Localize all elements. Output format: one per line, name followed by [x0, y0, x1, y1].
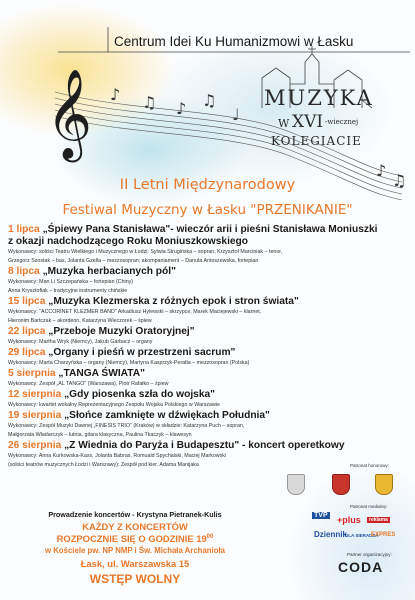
- event-performers: Wykonawcy: "ACCORINET KLEZMER BAND" Arkadiusz Hylewski – skrzypce, Marek Maciejewski – klarnet,: [8, 309, 262, 315]
- honorary-patronage-label: Patronat honorowy:: [350, 463, 390, 468]
- venue-address: Łask, ul. Warszawska 15: [80, 558, 190, 569]
- festival-edition: II Letni Międzynarodowy: [119, 177, 296, 193]
- event-date: 19 sierpnia: [8, 410, 62, 421]
- event-performers: Wykonawcy: kwartet wokalny Reprezentacyjnego Zespołu Wojska Polskiego w Warszawie: [8, 402, 220, 408]
- event-performers: Wykonawcy: Man Li Szczepańska – fortepian (Chiny): [8, 279, 134, 285]
- event-performers: Wykonawcy: Zespół „AL TANGO" (Warszawa), Piotr Rafałko – śpiew: [8, 381, 169, 387]
- music-note-icon: ♫: [392, 171, 407, 190]
- event-item: [8, 326, 408, 347]
- concert-note-line2: [35, 533, 235, 544]
- reklama-logo: reklama: [369, 517, 388, 523]
- event-date: 26 sierpnia: [8, 440, 62, 451]
- music-note-icon: ♪: [176, 99, 187, 118]
- event-performers: Wykonawcy: Marta Charzyńska – organy (Niemcy), Martyna Kasprzyk-Peralta – mezzosopran (Polska): [8, 360, 250, 366]
- festival-name: Festiwal Muzyczny w Łasku "PRZENIKANIE": [62, 202, 353, 218]
- event-item: [8, 224, 408, 266]
- organizational-partner-label: Partner organizacyjny:: [347, 552, 392, 557]
- event-list: [8, 224, 408, 470]
- event-performers: Hieronim Bartczak – akordeon, Katarzyna Wieczorek – śpiew: [8, 318, 152, 324]
- plus-logo: +plus: [337, 515, 361, 525]
- music-note-icon: ♫: [202, 91, 217, 110]
- event-title: „Z Wiednia do Paryża i Budapesztu" - koncert operetkowy: [64, 440, 345, 451]
- crest-icon: [287, 474, 305, 495]
- event-date: 15 lipca: [8, 296, 46, 307]
- event-title: „TANGA ŚWIATA": [58, 368, 145, 379]
- crest-icon: [332, 474, 350, 495]
- logo-century: -wiecznej: [325, 118, 359, 126]
- event-item: [8, 368, 408, 389]
- event-title-continued: z okazji nadchodzącego Roku Moniuszkowskiego: [8, 236, 249, 247]
- music-note-icon: ♩: [232, 105, 240, 124]
- event-performers: Grzegorz Szostak – bas, Jolanta Gzella – mezzosopran; akompaniament – Danuta Antoszewska, fortepian: [8, 258, 259, 264]
- crest-icon: [375, 474, 393, 495]
- event-item: [8, 266, 408, 296]
- expres-logo: EXPRES: [371, 532, 396, 538]
- event-date: 12 sierpnia: [8, 389, 62, 400]
- music-note-icon: ♪: [110, 85, 121, 104]
- event-item: [8, 410, 408, 440]
- event-performers: Anna Krysztofiak – tradycyjne instrumenty chińskie: [8, 288, 128, 294]
- event-title: „Muzyka Klezmerska z różnych epok i stron świata": [48, 296, 299, 307]
- dziennik-logo: Dziennik: [314, 530, 347, 539]
- event-title: „Organy i pieśń w przestrzeni sacrum": [48, 347, 236, 358]
- event-performers: (soliści teatrów muzycznych Łodzi i Warszawy); Zespół pod kier. Adama Manijaka: [8, 462, 199, 468]
- concert-note-line1: KAŻDY Z KONCERTÓW: [82, 521, 188, 532]
- start-time-minutes: 00: [206, 533, 214, 540]
- event-date: 5 sierpnia: [8, 368, 56, 379]
- coda-logo: CODA: [338, 559, 384, 575]
- dla-sieradza-logo: DLA SIERADZA: [345, 533, 379, 538]
- event-performers: Wykonawcy: soliści Teatru Wielkiego i Muzycznego w Łodzi: Sylwia Strugińska – sopran, Krzysztof Marciniak – tenor,: [8, 249, 283, 255]
- start-time-text: ROZPOCZNIE SIĘ O GODZINIE 19: [56, 533, 207, 544]
- event-date: 8 lipca: [8, 266, 40, 277]
- music-note-icon: ♫: [142, 93, 157, 112]
- event-performers: Wykonawcy: Martha Wryk (Niemcy), Jakub Garbacz – organy: [8, 339, 153, 345]
- organizer-title: Centrum Idei Ku Humanizmowi w Łasku: [114, 34, 354, 49]
- logo-xvi: XVI: [292, 112, 324, 132]
- host-line: Prowadzenie koncertów - Krystyna Pietranek-Kulis: [48, 510, 222, 519]
- logo-muzyka: MUZYKA: [264, 86, 374, 110]
- logo-w: W: [278, 117, 290, 130]
- event-performers: Wykonawcy: Zespół Muzyki Dawnej „FINESIS TRIO" (Kraków) w składzie: Katarzyna Puch – sopran,: [8, 423, 245, 429]
- event-title: „Muzyka herbacianych pól": [42, 266, 176, 277]
- treble-clef-icon: 𝄞: [46, 69, 93, 159]
- event-performers: Wykonawcy: Anna Kurkowska-Kass, Jolanta Babras, Romuald Spychalski, Maciej Markowski: [8, 453, 227, 459]
- event-date: 22 lipca: [8, 326, 46, 337]
- media-patronage-label: Patronat medialny:: [350, 504, 388, 509]
- event-title: „Przeboje Muzyki Oratoryjnej": [48, 326, 195, 337]
- event-item: [8, 440, 408, 470]
- tvp-logo: TVP: [314, 512, 328, 519]
- free-entry: WSTĘP WOLNY: [89, 572, 181, 586]
- event-item: [8, 296, 408, 326]
- event-date: 1 lipca: [8, 224, 40, 235]
- venue-church: w Kościele pw. NP NMP i Św. Michała Archanioła: [45, 546, 225, 555]
- music-note-icon: ♪: [376, 161, 387, 180]
- event-title: „Słońce zamknięte w dźwiękach Południa": [64, 410, 270, 421]
- logo-kolegiacie: KOLEGIACIE: [271, 134, 362, 148]
- event-title: „Gdy piosenka szła do wojska": [64, 389, 215, 400]
- event-item: [8, 389, 408, 410]
- event-performers: Małgorzata Władarczyk – lutnia, gitara klasyczna, Paulina Tkaczyk – klawesyn: [8, 432, 192, 438]
- event-title: „Śpiewy Pana Stanisława"- wieczór arii i pieśni Stanisława Moniuszki: [42, 224, 378, 235]
- event-date: 29 lipca: [8, 347, 46, 358]
- event-item: [8, 347, 408, 368]
